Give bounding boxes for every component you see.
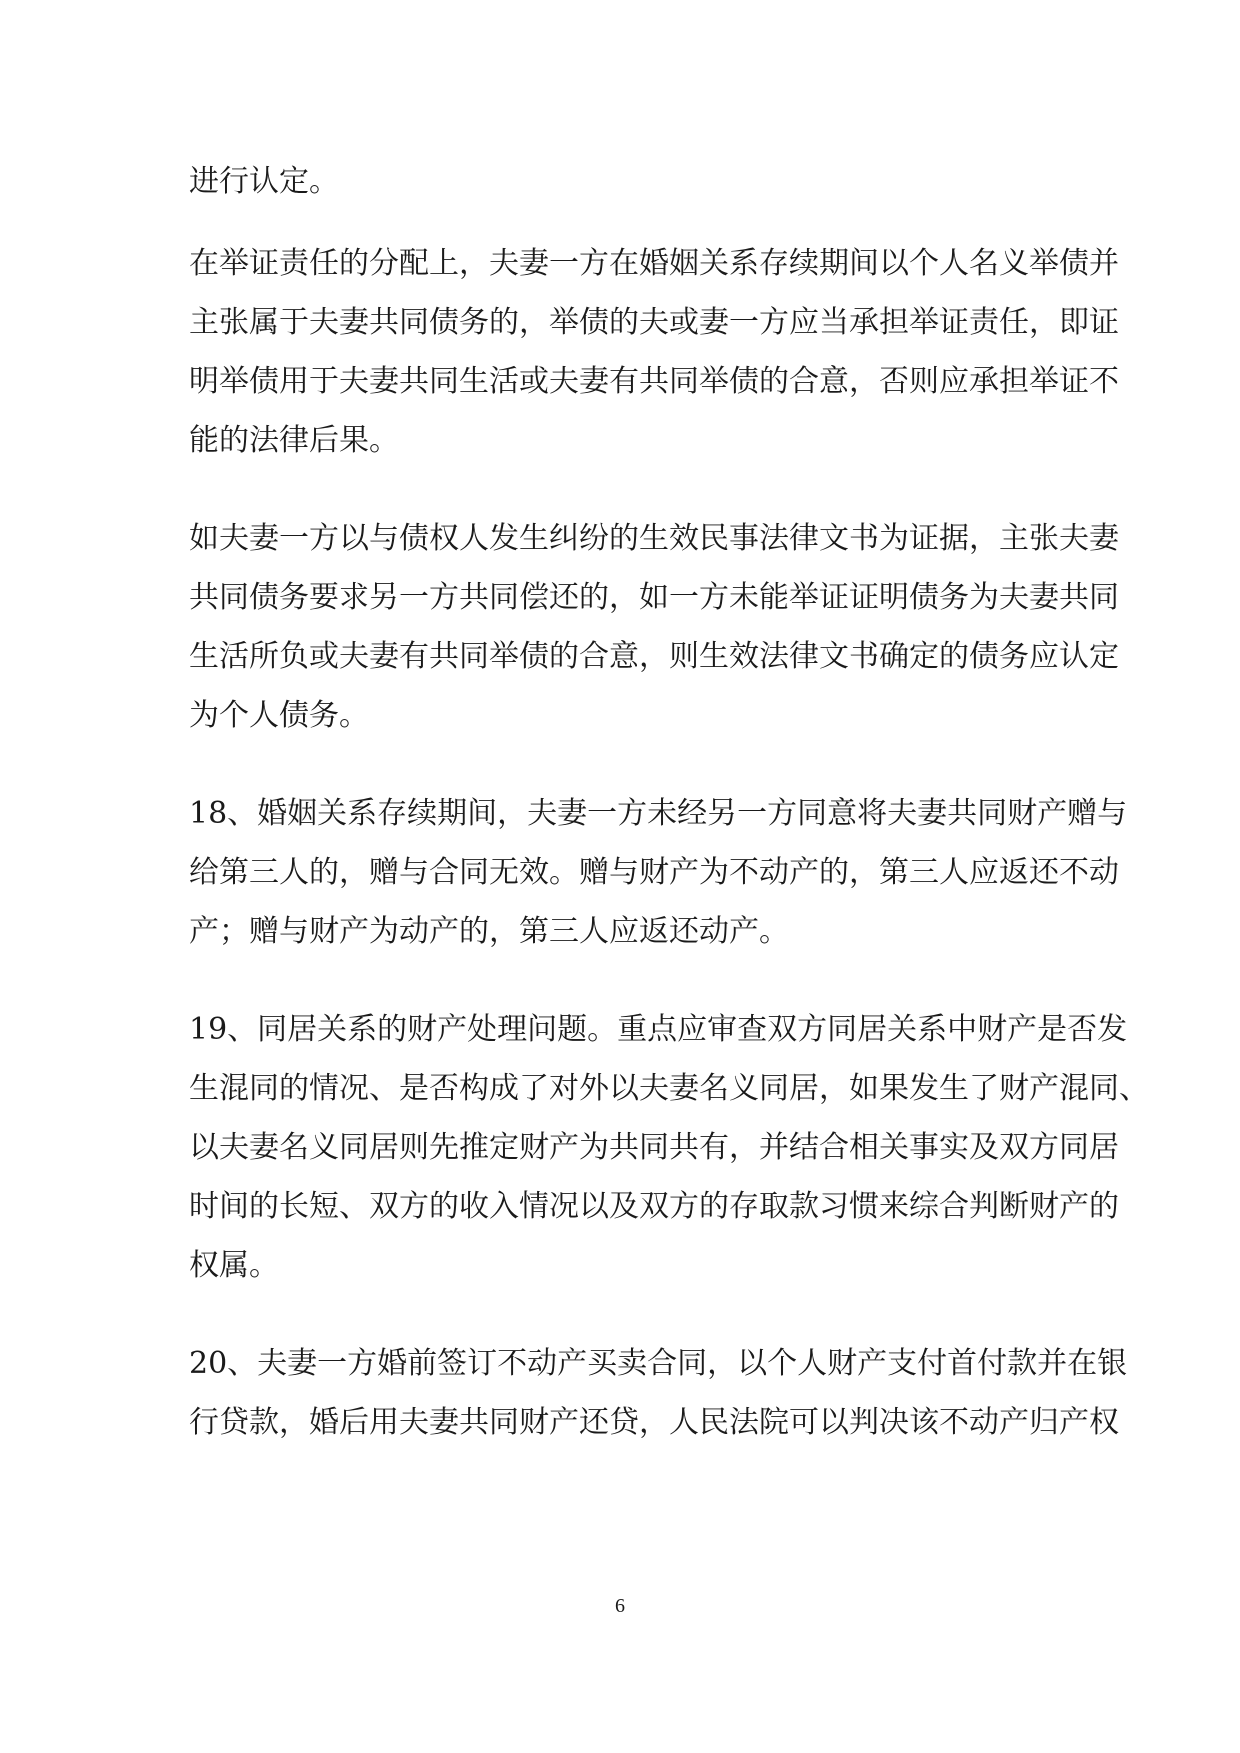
text-line: 以夫妻名义同居则先推定财产为共同共有，并结合相关事实及双方同居 [189,1130,1119,1165]
text-line: 进行认定。 [189,164,339,199]
text-line: 能的法律后果。 [189,423,399,458]
text-line: 19、同居关系的财产处理问题。重点应审查双方同居关系中财产是否发 [189,1012,1128,1047]
text-line: 给第三人的，赠与合同无效。赠与财产为不动产的，第三人应返还不动 [189,855,1119,890]
text-line: 共同债务要求另一方共同偿还的，如一方未能举证证明债务为夫妻共同 [189,580,1119,615]
text-line: 如夫妻一方以与债权人发生纠纷的生效民事法律文书为证据，主张夫妻 [189,521,1119,556]
text-line: 主张属于夫妻共同债务的，举债的夫或妻一方应当承担举证责任，即证 [189,305,1119,340]
text-line: 为个人债务。 [189,698,369,733]
text-line: 明举债用于夫妻共同生活或夫妻有共同举债的合意，否则应承担举证不 [189,364,1119,399]
text-line: 行贷款，婚后用夫妻共同财产还贷，人民法院可以判决该不动产归产权 [189,1405,1119,1440]
text-line: 18、婚姻关系存续期间，夫妻一方未经另一方同意将夫妻共同财产赠与 [189,796,1128,831]
text-line: 在举证责任的分配上，夫妻一方在婚姻关系存续期间以个人名义举债并 [189,246,1119,281]
text-line: 20、夫妻一方婚前签订不动产买卖合同，以个人财产支付首付款并在银 [189,1346,1128,1381]
text-line: 权属。 [189,1248,279,1283]
text-line: 生混同的情况、是否构成了对外以夫妻名义同居，如果发生了财产混同、 [189,1071,1149,1106]
text-line: 生活所负或夫妻有共同举债的合意，则生效法律文书确定的债务应认定 [189,639,1119,674]
text-line: 产；赠与财产为动产的，第三人应返还动产。 [189,914,789,949]
text-line: 时间的长短、双方的收入情况以及双方的存取款习惯来综合判断财产的 [189,1189,1119,1224]
page-number: 6 [615,1595,625,1617]
